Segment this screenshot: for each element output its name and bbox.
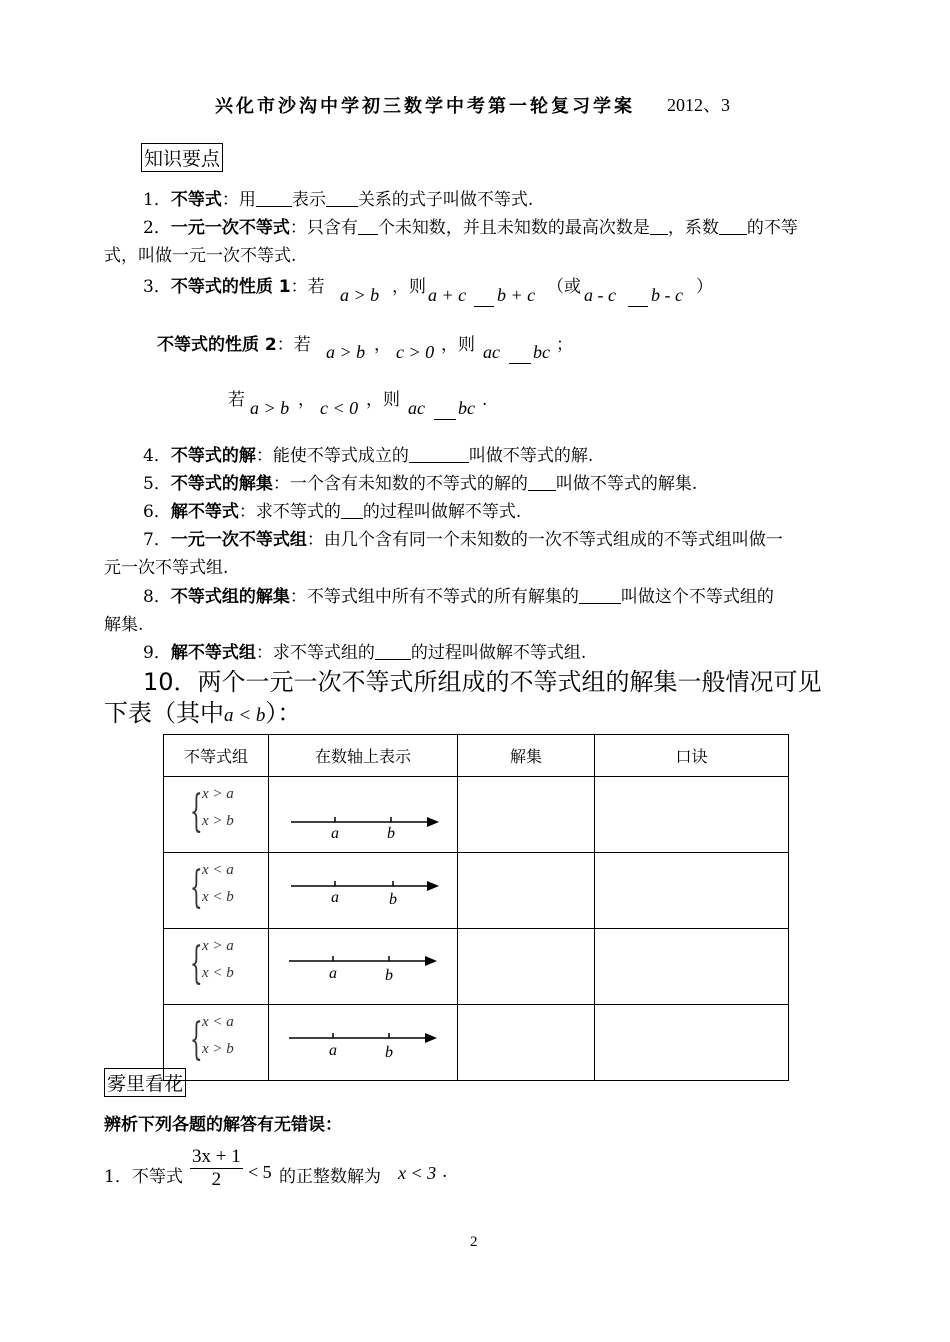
expr-bc: bc [533,342,550,362]
item-text: ：求不等式的 [238,502,341,522]
item-1 [143,185,533,210]
label-b: b [387,825,395,842]
item-4 [143,441,593,466]
solution-cell [458,929,595,1005]
item-num: 3． [143,277,171,297]
problem-num: 1． [104,1167,132,1187]
table-row [164,777,789,853]
item-label: 不等式的性质 2 [157,335,277,355]
item-text: ）： [265,699,302,727]
item-10-line1: 10．两个一元一次不等式所组成的不等式组的解集一般情况可见 [143,668,822,696]
inequality-2: x < b [202,888,234,905]
system-cell: { x < a x < b [164,853,269,929]
arrow-head-icon [425,956,437,966]
arrow-head-icon [427,817,439,827]
table-row [164,853,789,929]
expr-a-minus-c: a - c [584,285,616,305]
item-label: 不等式的性质 1 [170,277,291,297]
header-cell: 不等式组 [164,735,269,777]
item-label: 不等式 [170,190,222,210]
blank [326,190,358,207]
number-line-cell [269,1005,458,1081]
blank [579,587,621,604]
blank [434,403,456,420]
item-label: 不等式的解集 [170,474,273,494]
item-text: 个未知数，并且未知数的最高次数是 [377,218,650,238]
blank [375,643,411,660]
item-2-line2: 式，叫做一元一次不等式. [104,246,297,266]
inequality-1: x > a [202,937,234,954]
number-line [269,777,457,847]
inequality-1: x < a [202,861,234,878]
header-cell: 口诀 [595,735,789,777]
item-text: ：若 [276,335,311,355]
cond-a-gt-b: a > b [250,398,290,418]
item-text: ：一个含有未知数的不等式的解的 [272,474,528,494]
item-label: 解不等式组 [170,643,256,663]
inequality-2: x > b [202,812,234,829]
cond-a-gt-b: a > b [340,285,380,305]
item-label: 不等式组的解集 [170,587,290,607]
item-label: 一元一次不等式 [170,218,290,238]
header-date: 2012、3 [667,95,730,115]
expr-ac: ac [483,342,500,362]
period: . [442,1162,448,1182]
system-cell: { x > a x < b [164,929,269,1005]
header-cell: 在数轴上表示 [269,735,458,777]
problem-text: 不等式 [131,1167,183,1187]
item-num: 4． [143,446,171,466]
item-9 [143,638,586,663]
item-8 [143,582,774,607]
blank [409,446,469,463]
item-text: ：求不等式组的 [255,643,375,663]
inequality-1: x > a [202,785,234,802]
inequality-2: x < b [202,964,234,981]
system-cell: { x < a x > b [164,1005,269,1081]
label-b: b [385,1044,393,1061]
item-text: ，则 [441,335,475,355]
problem-text: 的正整数解为 [279,1167,381,1187]
expr-ac: ac [408,398,425,418]
solution-cell [458,853,595,929]
item-text: 的不等 [746,218,798,238]
item-label: 解不等式 [170,502,239,522]
number-line [269,853,457,923]
table-row [164,1005,789,1081]
arrow-head-icon [425,1033,437,1043]
item-text: 叫做不等式的解集. [555,474,698,494]
cond-a-gt-b: a > b [326,342,366,362]
expr-a-plus-c: a + c [428,285,467,305]
item-10-line2 [104,693,301,728]
label-a: a [331,889,339,906]
comma: ， [374,335,391,355]
item-text: ，系数 [667,218,719,238]
item-text: ：用 [221,190,256,210]
mnemonic-cell [595,777,789,853]
cond-c-lt-0: c < 0 [320,398,359,418]
item-num: 7． [143,530,171,550]
cond-a-lt-b: a < b [224,705,266,726]
arrow-head-icon [427,881,439,891]
blank [719,218,747,235]
item-label: 不等式的解 [170,446,256,466]
semicolon: ； [556,335,573,355]
header-cell: 解集 [458,735,595,777]
problem-1-lead [104,1162,183,1187]
item-text: 下表（其中 [104,699,224,727]
mnemonic-cell [595,929,789,1005]
blank [256,190,292,207]
item-num: 6． [143,502,171,522]
item-text: ：若 [290,277,325,297]
item-6 [143,497,521,522]
relation: < 5 [248,1162,272,1182]
mnemonic-cell [595,853,789,929]
numerator: 3x + 1 [192,1146,241,1167]
item-text: ，则 [366,390,400,410]
table-header-row [164,735,789,777]
label-a: a [329,965,337,982]
system-cell: { x > a x > b [164,777,269,853]
item-text: 表示 [291,190,326,210]
item-2 [143,213,798,238]
blank [509,347,531,364]
item-3-label [143,272,325,297]
blank [650,218,668,235]
fraction [190,1146,243,1191]
label-b: b [385,967,393,984]
solution-cell [458,777,595,853]
expr-b-minus-c: b - c [651,285,683,305]
item-text: 的过程叫做解不等式组. [410,643,587,663]
section-subtitle: 辨析下列各题的解答有无错误： [104,1115,342,1135]
item-text: ：只含有 [289,218,358,238]
item-label: 一元一次不等式组 [170,530,307,550]
item-text: ：能使不等式成立的 [255,446,409,466]
item-5 [143,469,697,494]
mnemonic-cell [595,1005,789,1081]
item-num: 8． [143,587,171,607]
item-text: ，则 [392,277,426,297]
blank [628,290,648,307]
paren-close: ） [696,277,713,297]
item-text: 的过程叫做解不等式. [362,502,522,522]
number-line-cell [269,777,458,853]
number-line-cell [269,929,458,1005]
item-text: 叫做这个不等式组的 [620,587,774,607]
item-text: 叫做不等式的解. [468,446,594,466]
label-a: a [331,825,339,842]
expr-b-plus-c: b + c [497,285,536,305]
item-num: 9． [143,643,171,663]
blank [358,218,378,235]
blank [474,290,494,307]
item-text: ：不等式组中所有不等式的所有解集的 [289,587,579,607]
solution-set-table [163,734,789,1081]
solution-cell [458,1005,595,1081]
item-7 [143,525,783,550]
blank [528,474,556,491]
expr-bc: bc [458,398,475,418]
denominator: 2 [211,1169,222,1190]
header-title: 兴化市沙沟中学初三数学中考第一轮复习学案 [215,96,635,117]
number-line-cell [269,853,458,929]
item-text: 关系的式子叫做不等式. [357,190,534,210]
item-num: 2． [143,218,171,238]
item-num: 5． [143,474,171,494]
table-row [164,929,789,1005]
blank [341,502,363,519]
page-number: 2 [470,1234,478,1250]
property-2-label [157,330,311,355]
answer: x < 3 [398,1163,437,1183]
comma: ， [298,390,315,410]
item-num: 1． [143,190,171,210]
item-text: ：由几个含有同一个未知数的一次不等式组成的不等式组叫做一 [306,530,783,550]
number-line [269,1005,457,1075]
label-a: a [329,1042,337,1059]
paren-open: （或 [547,277,581,297]
inequality-1: x < a [202,1013,234,1030]
section-title-analysis: 雾里看花 [104,1068,186,1097]
item-7-line2: 元一次不等式组. [104,558,229,578]
section-title-knowledge: 知识要点 [141,143,223,172]
number-line [269,929,457,999]
period: . [482,390,488,410]
item-8-line2: 解集. [104,615,144,635]
inequality-2: x > b [202,1040,234,1057]
cond-c-gt-0: c > 0 [396,342,435,362]
label-b: b [389,891,397,908]
item-text: 若 [228,390,245,410]
